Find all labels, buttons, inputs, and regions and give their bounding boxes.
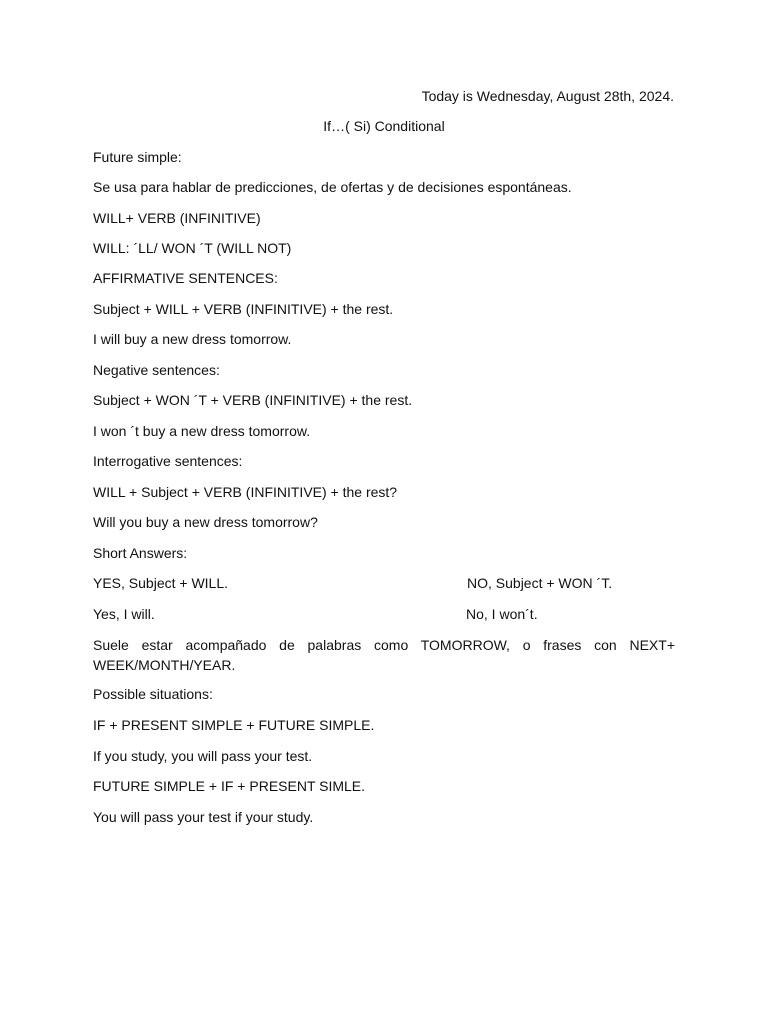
situation1-structure: IF + PRESENT SIMPLE + FUTURE SIMPLE. (93, 717, 375, 733)
affirmative-heading: AFFIRMATIVE SENTENCES: (93, 270, 278, 286)
negative-heading: Negative sentences: (93, 362, 220, 378)
interrogative-heading: Interrogative sentences: (93, 453, 243, 469)
section-heading-future-simple: Future simple: (93, 149, 182, 165)
interrogative-example: Will you buy a new dress tomorrow? (93, 514, 318, 530)
no-structure: NO, Subject + WON ´T. (467, 575, 613, 591)
short-answers-heading: Short Answers: (93, 545, 188, 561)
no-example: No, I won´t. (466, 606, 538, 622)
date-line: Today is Wednesday, August 28th, 2024. (421, 88, 674, 104)
yes-structure: YES, Subject + WILL. (93, 575, 229, 591)
interrogative-structure: WILL + Subject + VERB (INFINITIVE) + the rest? (93, 484, 398, 500)
document-title: If…( Si) Conditional (323, 118, 445, 134)
negative-structure: Subject + WON ´T + VERB (INFINITIVE) + the rest. (93, 392, 413, 408)
situations-heading: Possible situations: (93, 686, 213, 702)
negative-example: I won ´t buy a new dress tomorrow. (93, 423, 311, 439)
affirmative-structure: Subject + WILL + VERB (INFINITIVE) + the rest. (93, 301, 394, 317)
formula-text: WILL+ VERB (INFINITIVE) (93, 210, 261, 226)
affirmative-example: I will buy a new dress tomorrow. (93, 331, 292, 347)
situation2-structure: FUTURE SIMPLE + IF + PRESENT SIMLE. (93, 778, 366, 794)
usage-text: Se usa para hablar de predicciones, de ofertas y de decisiones espontáneas. (93, 179, 572, 195)
contractions-text: WILL: ´LL/ WON ´T (WILL NOT) (93, 240, 292, 256)
situation2-example: You will pass your test if your study. (93, 809, 314, 825)
time-words-paragraph: Suele estar acompañado de palabras como TOMORROW, o frases con NEXT+ WEEK/MONTH/YEAR. (93, 637, 675, 673)
situation1-example: If you study, you will pass your test. (93, 748, 313, 764)
yes-example: Yes, I will. (93, 606, 155, 622)
